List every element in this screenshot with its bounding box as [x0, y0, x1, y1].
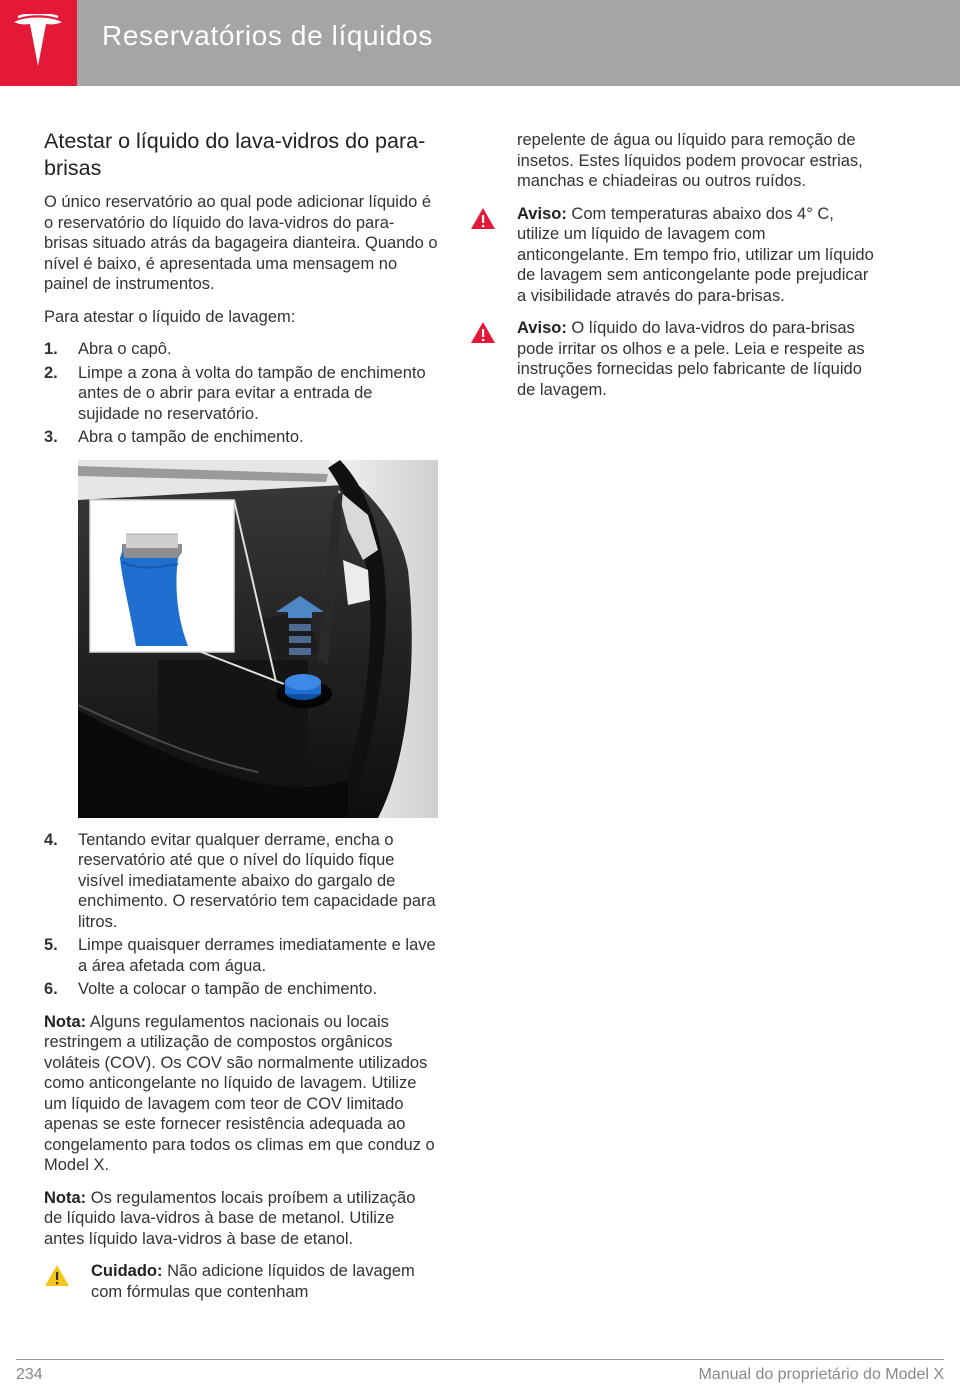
- step-item: [44, 830, 438, 933]
- warning-body: Com temperaturas abaixo dos 4° C, utilize um líquido de lavagem com anticongelante. Em tempo frio, utilizar um líquido de lavagem sem anticongelante pode prejudicar a visibilidade através do para-brisas.: [517, 204, 874, 305]
- warning-text: [517, 204, 880, 307]
- step-number: 6.: [44, 980, 58, 998]
- warning-label: Aviso:: [517, 204, 567, 223]
- note-paragraph: [44, 1188, 438, 1250]
- step-number: 3.: [44, 428, 58, 446]
- intro-paragraph: O único reservatório ao qual pode adicionar líquido é o reservatório do líquido do lava-vidros do para-brisas situado atrás da bagageira dianteira. Quando o nível é baixo, é apresentada uma mensagem no painel de instrumentos.: [44, 193, 438, 293]
- step-text: Limpe a zona à volta do tampão de enchimento antes de o abrir para evitar a entrada de sujidade no reservatório.: [78, 363, 426, 423]
- step-number: 5.: [44, 936, 58, 954]
- warning-body: O líquido do lava-vidros do para-brisas pode irritar os olhos e a pele. Leia e respeite as instruções fornecidas pelo fabricante de líquido de lavagem.: [517, 319, 865, 399]
- step-text: Tentando evitar qualquer derrame, encha o reservatório até que o nível do líquido fique visível imediatamente abaixo do gargalo de enchimento. O reservatório tem capacidade para litros.: [78, 830, 436, 931]
- page-number: 234: [16, 1366, 43, 1383]
- tesla-logo-icon: [8, 14, 68, 72]
- step-item: [44, 979, 438, 1000]
- step-number: 1.: [44, 340, 58, 358]
- page-title: Reservatórios de líquidos: [102, 20, 433, 51]
- steps-list-a: [44, 339, 438, 448]
- warning-callout: [470, 204, 880, 307]
- steps-intro: Para atestar o líquido de lavagem:: [44, 307, 296, 326]
- caution-body: Não adicione líquidos de lavagem com fórmulas que contenham: [91, 1262, 415, 1301]
- warning-text: [517, 318, 880, 400]
- step-item: [44, 427, 438, 448]
- note-label: Nota:: [44, 1188, 87, 1207]
- note-text: Alguns regulamentos nacionais ou locais restringem a utilização de compostos orgânicos voláteis (COV). Os COV são normalmente utilizados como anticongelante no líquido de lavagem. Utilize um líquido de lavagem com teor de COV limitado apenas se este fornecer resistência adequada ao congelamento para todos os climas em que conduz o Model X.: [44, 1012, 435, 1174]
- brand-logo-box: [0, 0, 77, 86]
- caution-icon: [44, 1261, 91, 1302]
- step-text: Volte a colocar o tampão de enchimento.: [78, 980, 378, 998]
- reservoir-illustration: [78, 460, 438, 818]
- note-text: Os regulamentos locais proíbem a utilização de líquido lava-vidros à base de metanol. Utilize antes líquido lava-vidros à base de etanol.: [44, 1188, 416, 1248]
- step-text: Abra o capô.: [78, 340, 172, 358]
- step-item: [44, 935, 438, 976]
- note-paragraph: [44, 1012, 438, 1176]
- section-title: Atestar o líquido do lava-vidros do para-brisas: [44, 129, 426, 180]
- step-number: 2.: [44, 363, 58, 382]
- caution-text: [91, 1261, 438, 1302]
- step-number: 4.: [44, 830, 58, 849]
- steps-list-b: [44, 830, 438, 1000]
- step-text: Abra o tampão de enchimento.: [78, 428, 304, 446]
- footer-divider: [16, 1359, 944, 1360]
- continued-paragraph: repelente de água ou líquido para remoção de insetos. Estes líquidos podem provocar estrias, manchas e chiadeiras ou outros ruídos.: [517, 131, 863, 190]
- warning-label: Aviso:: [517, 319, 567, 337]
- manual-title: Manual do proprietário do Model X: [698, 1366, 944, 1383]
- page-header: [0, 0, 960, 86]
- warning-icon: [470, 204, 517, 307]
- right-column: [470, 130, 880, 412]
- caution-callout: [44, 1261, 438, 1302]
- warning-icon: [470, 318, 517, 400]
- caution-label: Cuidado:: [91, 1262, 163, 1280]
- step-item: [44, 339, 438, 360]
- warning-callout: [470, 318, 880, 400]
- step-text: Limpe quaisquer derrames imediatamente e lave a área afetada com água.: [78, 936, 436, 975]
- note-label: Nota:: [44, 1012, 87, 1031]
- left-column: [44, 128, 438, 1314]
- step-item: [44, 363, 438, 425]
